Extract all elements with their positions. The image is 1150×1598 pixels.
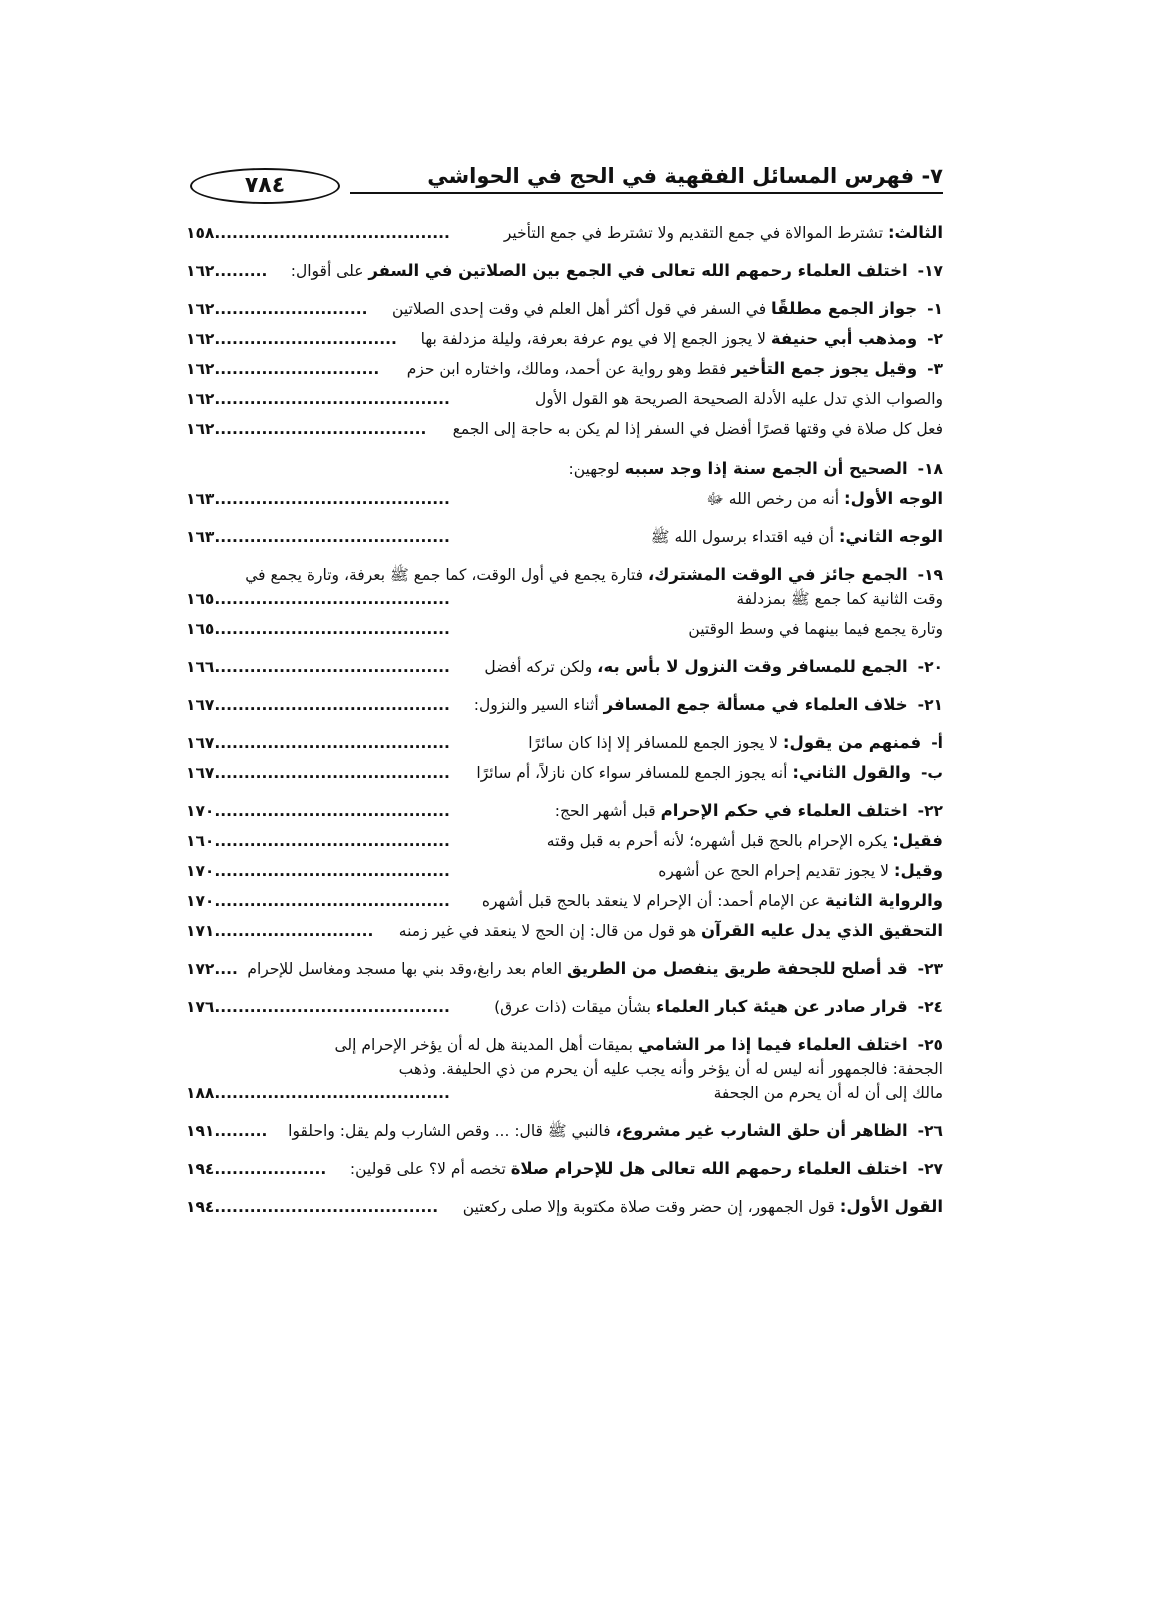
entry-body: فتارة يجمع في أول الوقت، كما جمع ﷺ بعرفة، وتارة يجمع في [245, 566, 648, 584]
entry-text [547, 826, 943, 856]
entry-page-ref [186, 1078, 450, 1108]
leader-dots: ........................................ [214, 764, 450, 782]
entry-number: ١٧- [917, 262, 943, 280]
entry-body: بشأن ميقات (ذات عرق) [494, 998, 656, 1016]
leader-dots: ......... [214, 262, 268, 280]
entry-number: أ- [931, 734, 943, 752]
leader-dots: ........................................ [214, 620, 450, 638]
entry-number: ١- [927, 300, 943, 318]
index-entry [186, 484, 943, 514]
index-entry [186, 218, 943, 248]
entry-text [555, 796, 943, 826]
index-entry [186, 324, 943, 354]
entry-number: ١٨- [917, 460, 943, 478]
entry-body: لا يجوز الجمع إلا في يوم عرفة بعرفة، وليلة مزدلفة بها [420, 330, 771, 348]
entry-page-ref [186, 354, 379, 384]
header-rule [350, 192, 943, 194]
leader-dots: ............................... [214, 330, 397, 348]
entry-body: والصواب الذي تدل عليه الأدلة الصحيحة الصريحة هو القول الأول [535, 390, 943, 408]
leader-dots: ............................ [214, 360, 380, 378]
page-ref-number: ١٦٧ [186, 764, 215, 782]
index-entry [186, 796, 943, 826]
page-ref-number: ١٦٣ [186, 490, 215, 508]
entry-text [407, 354, 943, 384]
entry-number: ٢٣- [917, 960, 943, 978]
page-ref-number: ١٦٣ [186, 528, 215, 546]
entry-number: ٢١- [917, 696, 943, 714]
index-entry [186, 856, 943, 886]
entry-text [453, 414, 943, 444]
index-entry [186, 384, 943, 414]
entry-lead: الجمع جائز في الوقت المشترك، [647, 565, 908, 584]
entry-text [535, 384, 943, 414]
entry-text [474, 690, 943, 720]
entry-number: ٢٤- [917, 998, 943, 1016]
leader-dots: ........................................ [214, 734, 450, 752]
entry-page-ref [186, 652, 450, 682]
index-entry [186, 454, 943, 484]
page-ref-number: ١٦٥ [186, 620, 215, 638]
entry-body: فعل كل صلاة في وقتها قصرًا أفضل في السفر إذا لم يكن به حاجة إلى الجمع [452, 420, 943, 438]
entry-lead: الوجه الثاني: [838, 527, 943, 546]
entry-number: ٢٧- [917, 1160, 943, 1178]
index-entry [186, 256, 943, 286]
entry-body: وتارة يجمع فيما بينهما في وسط الوقتين [688, 620, 943, 638]
leader-dots: ........................................ [214, 862, 450, 880]
entry-body: قول الجمهور، إن حضر وقت صلاة مكتوبة وإلا صلى ركعتين [462, 1198, 840, 1216]
leader-dots: ........................................ [214, 696, 450, 714]
entry-lead: وقيل: [893, 861, 943, 880]
page-ref-number: ١٨٨ [186, 1084, 215, 1102]
index-entry [186, 614, 943, 644]
entry-body: فقط وهو رواية عن أحمد، ومالك، واختاره ابن حزم [406, 360, 732, 378]
index-entry [186, 584, 943, 614]
entry-page-ref [186, 758, 450, 788]
leader-dots: ........................................ [214, 802, 450, 820]
entry-lead: قد أصلح للجحفة طريق ينفصل من الطريق [567, 959, 908, 978]
entry-lead: الظاهر أن حلق الشارب غير مشروع، [615, 1121, 908, 1140]
entry-body: لا يجوز الجمع للمسافر إلا إذا كان سائرًا [528, 734, 783, 752]
entry-page-ref [186, 414, 426, 444]
entry-number: ٢٦- [917, 1122, 943, 1140]
entry-body: وقت الثانية كما جمع ﷺ بمزدلفة [736, 590, 943, 608]
entry-page-ref [186, 484, 450, 514]
page-ref-number: ١٦٦ [186, 658, 215, 676]
entry-text [482, 886, 943, 916]
entry-page-ref [186, 856, 450, 886]
entry-text [658, 856, 943, 886]
index-entry [186, 916, 943, 946]
entry-text [706, 484, 943, 514]
entry-lead: خلاف العلماء في مسألة جمع المسافر [603, 695, 908, 714]
page-ref-number: ١٦٢ [186, 300, 215, 318]
entry-text [399, 916, 943, 946]
entry-text [528, 728, 943, 758]
page-ref-number: ١٧٠ [186, 802, 215, 820]
entry-lead: والرواية الثانية [825, 891, 943, 910]
entry-text [484, 652, 943, 682]
entry-body: تخصه أم لا؟ على قولين: [349, 1160, 511, 1178]
entry-body: في السفر في قول أكثر أهل العلم في وقت إحدى الصلاتين [392, 300, 772, 318]
entry-page-ref [186, 954, 238, 984]
entry-body: العام بعد رابغ،وقد بني بها مسجد ومغاسل للإحرام [247, 960, 568, 978]
leader-dots: ........................................ [214, 590, 450, 608]
entry-page-ref [186, 1154, 326, 1184]
entry-lead: الوجه الأول: [844, 489, 943, 508]
leader-dots: ........................... [214, 922, 374, 940]
entry-text [688, 614, 943, 644]
entry-number: ٢٠- [917, 658, 943, 676]
leader-dots: .... [214, 960, 238, 978]
page-ref-number: ١٩٤ [186, 1160, 215, 1178]
header-title: ٧- فهرس المسائل الفقهية في الحج في الحواشي [427, 164, 943, 188]
page-ref-number: ١٧١ [186, 922, 215, 940]
entry-lead: الثالث: [887, 223, 943, 242]
entry-lead: القول الأول: [839, 1197, 943, 1216]
entry-body: فالنبي ﷺ قال: ... وقص الشارب ولم يقل: واحلقوا [288, 1122, 616, 1140]
entry-page-ref [186, 584, 450, 614]
entry-lead: التحقيق الذي يدل عليه القرآن [701, 921, 943, 940]
index-entry [186, 294, 943, 324]
entry-body: أن فيه اقتداء برسول الله ﷺ [650, 528, 839, 546]
page-ref-number: ١٧٦ [186, 998, 215, 1016]
entry-body: أثناء السير والنزول: [473, 696, 604, 714]
entry-lead: وقيل يجوز جمع التأخير [731, 359, 918, 378]
leader-dots: ........................................ [214, 658, 450, 676]
leader-dots: ................... [214, 1160, 327, 1178]
entry-lead: اختلف العلماء رحمهم الله تعالى في الجمع بين الصلاتين في السفر [368, 261, 908, 280]
page-ref-number: ١٧٢ [186, 960, 215, 978]
page-ref-number: ١٧٠ [186, 862, 215, 880]
page-ref-number: ١٥٨ [186, 224, 215, 242]
entry-lead: الصحيح أن الجمع سنة إذا وجد سببه [624, 459, 908, 478]
index-entry [186, 954, 943, 984]
page-ref-number: ١٩٤ [186, 1198, 215, 1216]
entry-lead: فقيل: [892, 831, 943, 850]
page-ref-number: ١٦٢ [186, 262, 215, 280]
entry-page-ref [186, 916, 373, 946]
entry-page-ref [186, 1116, 267, 1146]
index-entry [186, 758, 943, 788]
entry-lead: ومذهب أبي حنيفة [770, 329, 918, 348]
entry-body: عن الإمام أحمد: أن الإحرام لا ينعقد بالحج قبل أشهره [481, 892, 826, 910]
entry-text [392, 294, 943, 324]
entry-page-ref [186, 384, 450, 414]
leader-dots: ........................................ [214, 390, 450, 408]
entry-text [736, 584, 943, 614]
index-entry [186, 414, 943, 444]
entry-lead: والقول الثاني: [792, 763, 911, 782]
page-ref-number: ١٦٠ [186, 832, 215, 850]
index-entry [186, 690, 943, 720]
index-entry [186, 1192, 943, 1222]
entry-body: مالك إلى أن له أن يحرم من الجحفة [713, 1084, 943, 1102]
entry-page-ref [186, 522, 450, 552]
entry-page-ref [186, 796, 450, 826]
leader-dots: ........................................ [214, 224, 450, 242]
entry-number: ١٩- [917, 566, 943, 584]
entry-text [421, 324, 943, 354]
leader-dots: .................................... [214, 420, 427, 438]
page-ref-number: ١٧٠ [186, 892, 215, 910]
entry-page-ref [186, 992, 450, 1022]
entry-body: ولكن تركه أفضل [484, 658, 598, 676]
index-entry [186, 886, 943, 916]
entry-text [288, 1116, 943, 1146]
entry-page-ref [186, 728, 450, 758]
page-header [190, 158, 943, 208]
entry-page-ref [186, 690, 450, 720]
index-entry [186, 522, 943, 552]
leader-dots: ........................................ [214, 528, 450, 546]
entry-lead: اختلف العلماء رحمهم الله تعالى هل للإحرام صلاة [510, 1159, 908, 1178]
entry-body: بميقات أهل المدينة هل له أن يؤخر الإحرام إلى [334, 1036, 638, 1054]
entry-body: هو قول من قال: إن الحج لا ينعقد في غير زمنه [398, 922, 702, 940]
leader-dots: .......................... [214, 300, 368, 318]
page-ref-number: ١٦٢ [186, 390, 215, 408]
entry-page-ref [186, 324, 397, 354]
entry-page-ref [186, 218, 450, 248]
leader-dots: ......... [214, 1122, 268, 1140]
entry-page-ref [186, 1192, 438, 1222]
entry-lead: جواز الجمع مطلقًا [771, 299, 918, 318]
entry-page-ref [186, 886, 450, 916]
page-ref-number: ١٦٧ [186, 696, 215, 714]
entry-body: تشترط الموالاة في جمع التقديم ولا تشترط في جمع التأخير [503, 224, 888, 242]
entry-lead: اختلف العلماء في حكم الإحرام [660, 801, 908, 820]
entry-lead: قرار صادر عن هيئة كبار العلماء [655, 997, 908, 1016]
leader-dots: ........................................ [214, 490, 450, 508]
index-entry [186, 1154, 943, 1184]
index-entry [186, 354, 943, 384]
entry-text [504, 218, 943, 248]
entry-body: لوجهين: [568, 460, 625, 478]
page-ref-number: ١٦٢ [186, 330, 215, 348]
entry-page-ref [186, 614, 450, 644]
page-ref-number: ١٩١ [186, 1122, 215, 1140]
leader-dots: ...................................... [214, 1198, 439, 1216]
entry-lead: فمنهم من يقول: [782, 733, 922, 752]
entry-body: يكره الإحرام بالحج قبل أشهره؛ لأنه أحرم به قبل وقته [546, 832, 893, 850]
entry-number: ٣- [927, 360, 943, 378]
entry-body: أنه يجوز الجمع للمسافر سواء كان نازلاً، أم سائرًا [476, 764, 793, 782]
page-ref-number: ١٦٢ [186, 360, 215, 378]
entry-page-ref [186, 294, 367, 324]
leader-dots: ........................................ [214, 1084, 450, 1102]
entry-text [247, 954, 943, 984]
page-number: ٧٨٤ [190, 168, 340, 204]
entry-body: أنه من رخص الله ﷻ [706, 490, 845, 508]
entry-number: ٢٥- [917, 1036, 943, 1054]
entry-body: لا يجوز تقديم إحرام الحج عن أشهره [658, 862, 894, 880]
entry-body: قبل أشهر الحج: [554, 802, 661, 820]
entry-text [463, 1192, 943, 1222]
page-ref-number: ١٦٥ [186, 590, 215, 608]
entry-text [569, 454, 944, 484]
entry-number: ب- [920, 764, 943, 782]
page-ref-number: ١٦٧ [186, 734, 215, 752]
leader-dots: ........................................ [214, 892, 450, 910]
page-ref-number: ١٦٢ [186, 420, 215, 438]
entry-lead: الجمع للمسافر وقت النزول لا بأس به، [597, 657, 908, 676]
index-entry [186, 728, 943, 758]
index-entry [186, 992, 943, 1022]
entry-text [350, 1154, 943, 1184]
leader-dots: ........................................ [214, 998, 450, 1016]
entry-body: الجحفة: فالجمهور أنه ليس له أن يؤخر وأنه يجب عليه أن يحرم من ذي الحليفة. وذهب [398, 1060, 943, 1078]
entry-text [291, 256, 943, 286]
index-entry [186, 826, 943, 856]
entry-text [714, 1078, 943, 1108]
entry-page-ref [186, 256, 267, 286]
entry-lead: اختلف العلماء فيما إذا مر الشامي [637, 1035, 908, 1054]
leader-dots: ........................................ [214, 832, 450, 850]
index-entry [186, 1078, 943, 1108]
entry-text [651, 522, 943, 552]
entry-number: ٢٢- [917, 802, 943, 820]
index-entry [186, 652, 943, 682]
entry-text [494, 992, 943, 1022]
entry-page-ref [186, 826, 450, 856]
index-entry [186, 1116, 943, 1146]
entry-text [476, 758, 943, 788]
entry-number: ٢- [927, 330, 943, 348]
entry-body: على أقوال: [290, 262, 369, 280]
